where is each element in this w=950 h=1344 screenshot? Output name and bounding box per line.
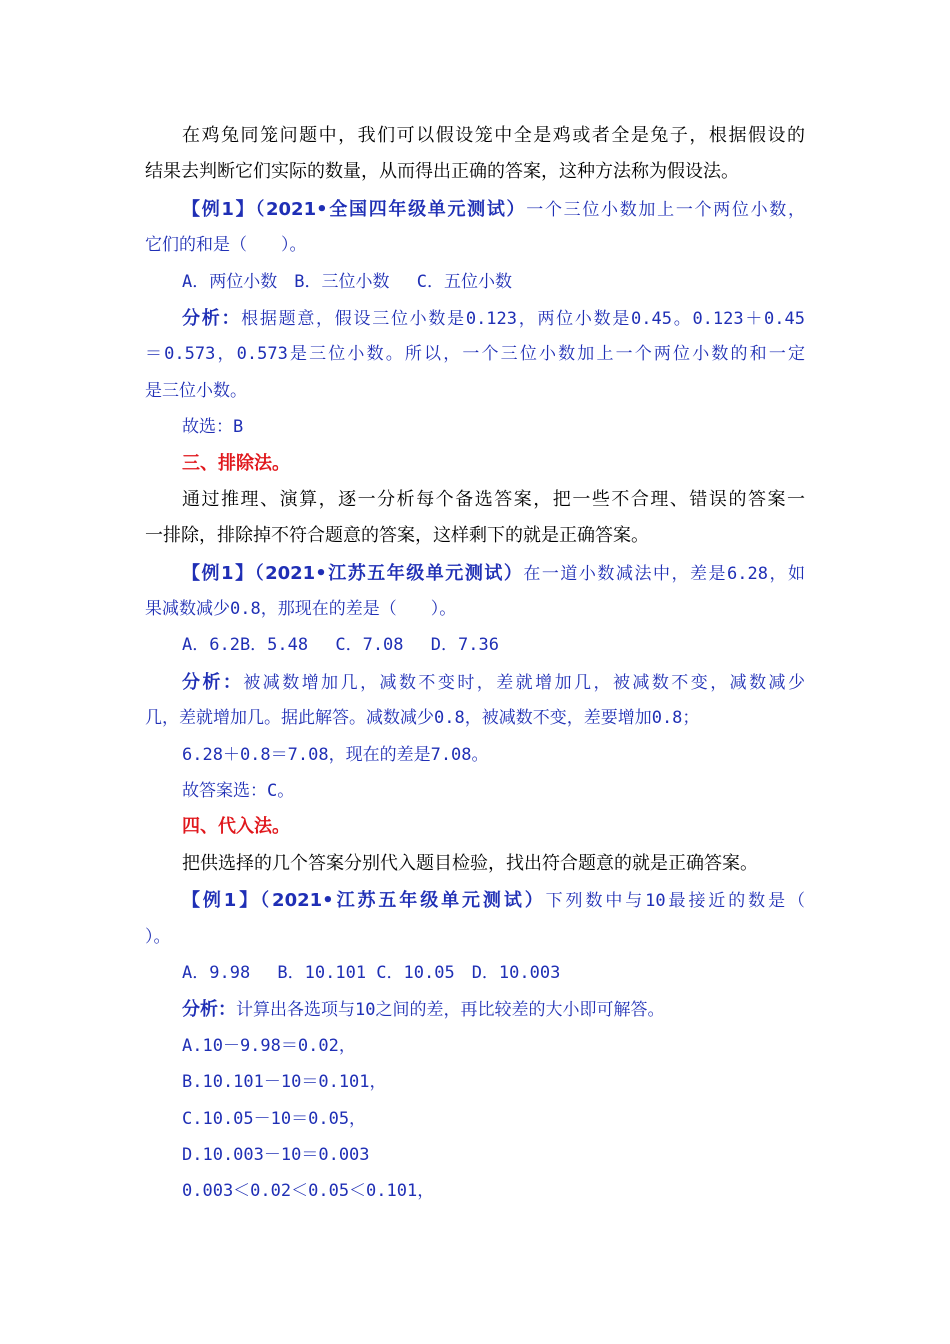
example3-calc-b: B.10.101－10＝0.101， <box>182 1072 387 1093</box>
example3-question-line-2: ）。 <box>145 926 171 947</box>
example3-calc-a: A.10－9.98＝0.02， <box>182 1035 356 1056</box>
example2-analysis-text-1: 被减数增加几，减数不变时，差就增加几，被减数不变，减数减少 <box>243 672 805 693</box>
example2-analysis-line-2: 几，差就增加几。据此解答。减数减少0.8，被减数不变，差要增加0.8； <box>145 708 700 729</box>
example2-question-text-1: 在一道小数减法中，差是6.28，如 <box>523 563 805 584</box>
example1-question-line-1 <box>145 191 805 227</box>
document-page <box>145 118 805 1210</box>
example1-question-line-2: 它们的和是（ ）。 <box>145 235 307 256</box>
example1-question-text-1: 一个三位小数加上一个两位小数， <box>526 199 805 220</box>
section3-desc-line-2: 一排除，排除掉不符合题意的答案，这样剩下的就是正确答案。 <box>145 525 649 547</box>
section4-desc-line-1: 把供选择的几个答案分别代入题目检验，找出符合题意的就是正确答案。 <box>182 852 758 874</box>
example2-source: （2021•江苏五年级单元测试） <box>254 562 524 584</box>
example3-analysis-text-1: 计算出各选项与10之间的差，再比较差的大小即可解答。 <box>236 1000 665 1021</box>
example3-analysis-label: 分析： <box>182 999 236 1021</box>
example1-analysis-label: 分析： <box>182 307 242 329</box>
example3-options: A．9.98 B．10.101 C．10.05 D．10.003 <box>182 962 561 983</box>
intro-line-2: 结果去判断它们实际的数量，从而得出正确的答案，这种方法称为假设法。 <box>145 161 739 183</box>
example3-analysis-line-1 <box>145 991 805 1027</box>
example2-analysis-line-1 <box>145 664 805 700</box>
example3-question-line-1 <box>145 882 805 918</box>
example3-calc-d: D.10.003－10＝0.003 <box>182 1144 370 1165</box>
example1-tag: 【例1】 <box>182 198 256 220</box>
intro-line-1: 在鸡兔同笼问题中，我们可以假设笼中全是鸡或者全是兔子，根据假设的 <box>182 125 805 146</box>
example3-calc-c: C.10.05－10＝0.05， <box>182 1108 367 1129</box>
example2-tag: 【例1】 <box>182 562 255 584</box>
example3-question-text-1: 下列数中与10最接近的数是（ <box>545 891 805 912</box>
example3-comparison: 0.003＜0.02＜0.05＜0.101， <box>182 1181 435 1202</box>
example1-options: A．两位小数 B．三位小数 C．五位小数 <box>182 271 512 292</box>
example1-analysis-line-1 <box>145 300 805 336</box>
example2-question-line-1 <box>145 555 805 591</box>
example1-analysis-text-1: 根据题意，假设三位小数是0.123，两位小数是0.45。0.123＋0.45 <box>241 308 805 329</box>
section4-title: 四、代入法。 <box>182 816 290 838</box>
section3-desc-line-1: 通过推理、演算，逐一分析每个备选答案，把一些不合理、错误的答案一 <box>182 488 805 510</box>
section3-title: 三、排除法。 <box>182 452 290 474</box>
example1-source: （2021•全国四年级单元测试） <box>255 198 527 220</box>
example2-analysis-line-3: 6.28＋0.8＝7.08，现在的差是7.08。 <box>182 744 489 765</box>
example3-tag: 【例1】 <box>182 890 261 912</box>
example1-analysis-line-3: 是三位小数。 <box>145 380 247 401</box>
example2-answer: 故答案选：C。 <box>182 781 295 802</box>
example2-question-line-2: 果减数减少0.8，那现在的差是（ ）。 <box>145 599 457 620</box>
example1-analysis-line-2: ＝0.573，0.573是三位小数。所以，一个三位小数加上一个两位小数的和一定 <box>145 344 805 365</box>
example1-answer: 故选：B <box>182 417 244 438</box>
example3-source: （2021•江苏五年级单元测试） <box>260 890 546 912</box>
example2-analysis-label: 分析： <box>182 671 244 693</box>
example2-options: A．6.2B．5.48 C．7.08 D．7.36 <box>182 635 499 656</box>
